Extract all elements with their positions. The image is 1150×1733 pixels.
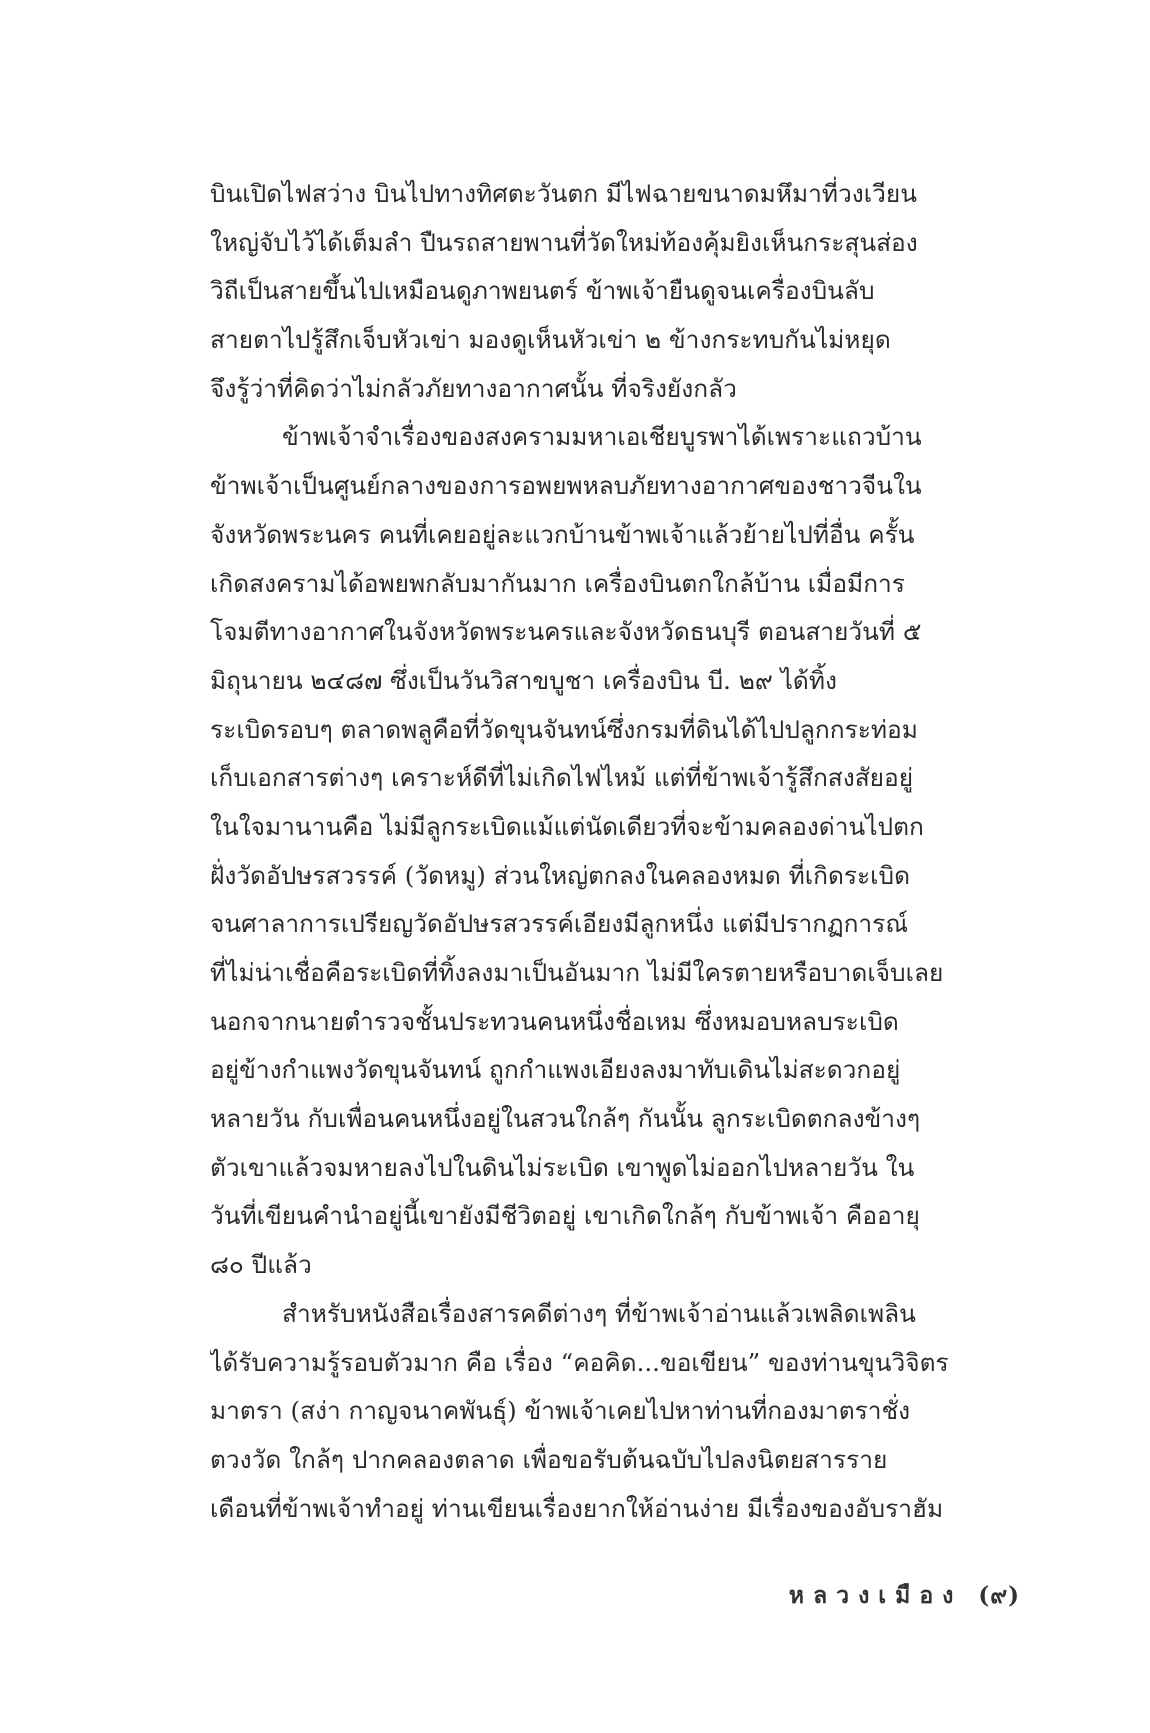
text-line: บินเปิดไฟสว่าง บินไปทางทิศตะวันตก มีไฟฉายขนาดมหึมาที่วงเวียน [210,179,917,208]
text-line: มิถุนายน ๒๔๘๗ ซึ่งเป็นวันวิสาขบูชา เครื่องบิน บี. ๒๙ ได้ทิ้ง [210,665,837,695]
text-line: เก็บเอกสารต่างๆ เคราะห์ดีที่ไม่เกิดไฟไหม้ แต่ที่ข้าพเจ้ารู้สึกสงสัยอยู่ [210,763,914,793]
text-line: ๘๐ ปีแล้ว [210,1250,312,1280]
text-line: จึงรู้ว่าที่คิดว่าไม่กลัวภัยทางอากาศนั้น ที่จริงยังกลัว [210,373,737,403]
text-line: อยู่ข้างกำแพงวัดขุนจันทน์ ถูกกำแพงเอียงลงมาทับเดินไม่สะดวกอยู่ [210,1055,901,1085]
text-line: ได้รับความรู้รอบตัวมาก คือ เรื่อง “คอคิด...ขอเขียน” ของท่านขุนวิจิตร [210,1347,949,1377]
paragraph-first-line: ข้าพเจ้าจำเรื่องของสงครามมหาเอเชียบูรพาได้เพราะแถวบ้าน [282,422,922,452]
text-line: วิถีเป็นสายขึ้นไปเหมือนดูภาพยนตร์ ข้าพเจ้ายืนดูจนเครื่องบินลับ [210,276,875,306]
running-title: หลวงเมือง [788,1582,963,1609]
text-line: ข้าพเจ้าเป็นศูนย์กลางของการอพยพหลบภัยทางอากาศของชาวจีนใน [210,471,922,501]
text-line: สายตาไปรู้สึกเจ็บหัวเข่า มองดูเห็นหัวเข่า ๒ ข้างกระทบกันไม่หยุด [210,325,891,355]
text-line: ในใจมานานคือ ไม่มีลูกระเบิดแม้แต่นัดเดียวที่จะข้ามคลองด่านไปตก [210,811,924,841]
text-line: วันที่เขียนคำนำอยู่นี้เขายังมีชีวิตอยู่ เขาเกิดใกล้ๆ กับข้าพเจ้า คืออายุ [210,1201,920,1231]
text-line: ฝั่งวัดอัปษรสวรรค์ (วัดหมู) ส่วนใหญ่ตกลงในคลองหมด ที่เกิดระเบิด [210,860,911,890]
text-line: จังหวัดพระนคร คนที่เคยอยู่ละแวกบ้านข้าพเจ้าแล้วย้ายไปที่อื่น ครั้น [210,519,915,549]
text-line: ตวงวัด ใกล้ๆ ปากคลองตลาด เพื่อขอรับต้นฉบับไปลงนิตยสารราย [210,1444,888,1474]
text-line: ตัวเขาแล้วจมหายลงไปในดินไม่ระเบิด เขาพูดไม่ออกไปหลายวัน ใน [210,1152,915,1182]
text-line: ใหญ่จับไว้ได้เต็มลำ ปืนรถสายพานที่วัดใหม่ท้องคุ้มยิงเห็นกระสุนส่อง [210,227,918,257]
text-line: เกิดสงครามได้อพยพกลับมากันมาก เครื่องบินตกใกล้บ้าน เมื่อมีการ [210,568,905,598]
page-footer [789,1578,1020,1614]
text-line: ที่ไม่น่าเชื่อคือระเบิดที่ทิ้งลงมาเป็นอันมาก ไม่มีใครตายหรือบาดเจ็บเลย [210,958,944,987]
page-number: (๙) [978,1582,1020,1609]
text-line: หลายวัน กับเพื่อนคนหนึ่งอยู่ในสวนใกล้ๆ กันนั้น ลูกระเบิดตกลงข้างๆ [210,1104,921,1134]
text-line: จนศาลาการเปรียญวัดอัปษรสวรรค์เอียงมีลูกหนึ่ง แต่มีปรากฏการณ์ [210,909,909,939]
text-line: ระเบิดรอบๆ ตลาดพลูคือที่วัดขุนจันทน์ซึ่งกรมที่ดินได้ไปปลูกกระท่อม [210,714,918,744]
text-line: นอกจากนายตำรวจชั้นประทวนคนหนึ่งชื่อเหม ซึ่งหมอบหลบระเบิด [210,1006,899,1036]
body-text [210,170,970,1533]
text-line: โจมตีทางอากาศในจังหวัดพระนครและจังหวัดธนบุรี ตอนสายวันที่ ๕ [210,617,922,647]
paragraph-first-line: สำหรับหนังสือเรื่องสารคดีต่างๆ ที่ข้าพเจ้าอ่านแล้วเพลิดเพลิน [282,1298,916,1328]
text-line: มาตรา (สง่า กาญจนาคพันธุ์) ข้าพเจ้าเคยไปหาท่านที่กองมาตราชั่ง [210,1396,911,1426]
text-line: เดือนที่ข้าพเจ้าทำอยู่ ท่านเขียนเรื่องยากให้อ่านง่าย มีเรื่องของอับราฮัม [210,1493,944,1523]
